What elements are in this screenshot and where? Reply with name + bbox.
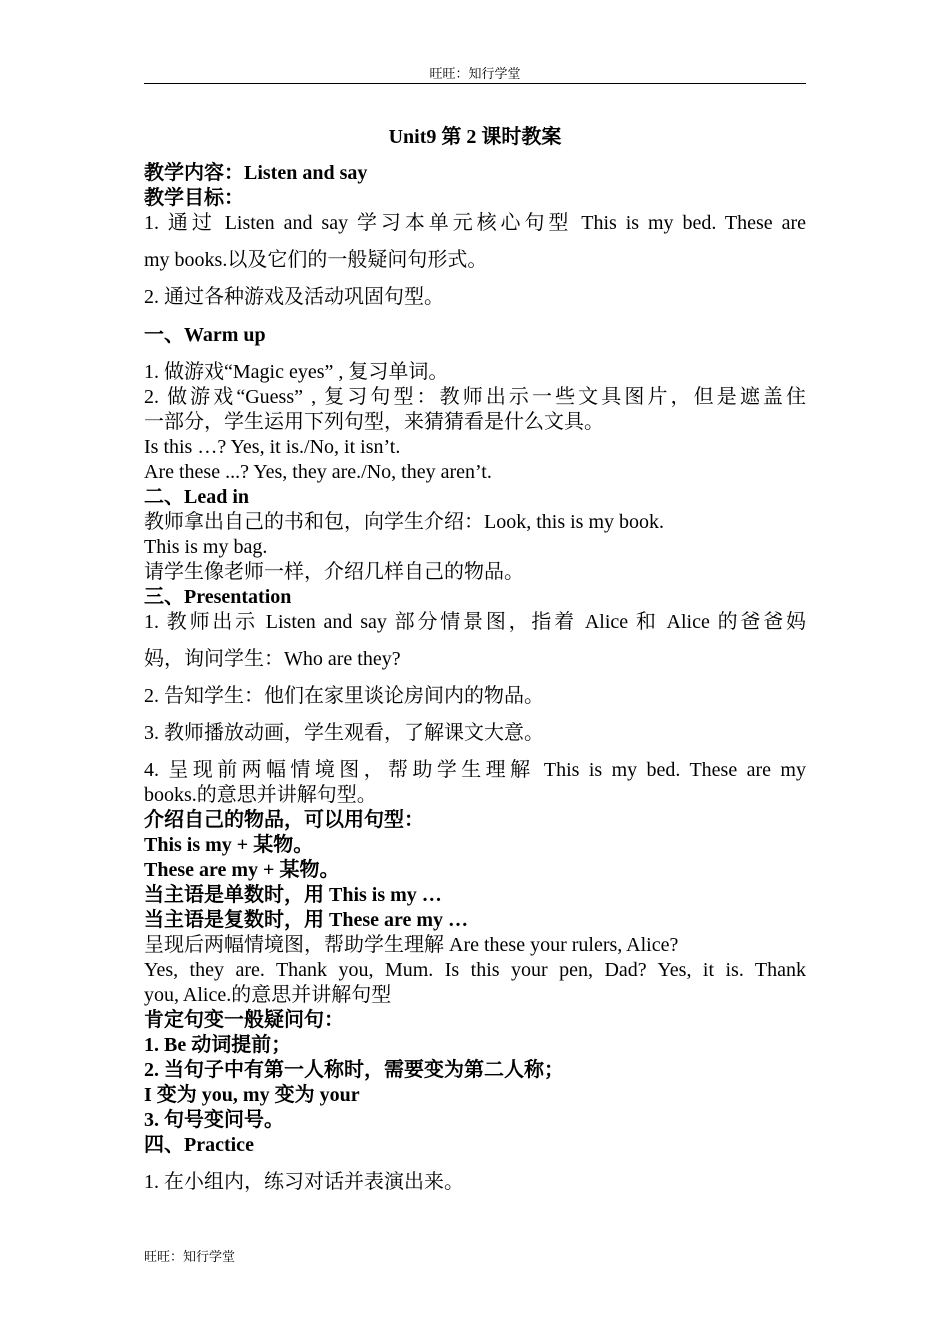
question-rule-2-detail: I 变为 you, my 变为 your xyxy=(144,1084,360,1106)
warm-up-sentence-1: Is this …? Yes, it is./No, it isn’t. xyxy=(144,436,401,458)
question-rule-heading: 肯定句变一般疑问句： xyxy=(144,1009,344,1031)
lead-in-line-1: 教师拿出自己的书和包，向学生介绍：Look, this is my book. xyxy=(144,511,665,533)
question-rule-2: 2. 当句子中有第一人称时，需要变为第二人称； xyxy=(144,1059,564,1081)
later-scenes-line-3: you, Alice.的意思并讲解句型 xyxy=(144,984,392,1006)
warm-up-item-1: 1. 做游戏“Magic eyes” , 复习单词。 xyxy=(144,361,449,383)
presentation-item-2: 2. 告知学生：他们在家里谈论房间内的物品。 xyxy=(144,685,544,707)
pattern-plural: These are my + 某物。 xyxy=(144,859,340,881)
presentation-item-3: 3. 教师播放动画，学生观看，了解课文大意。 xyxy=(144,722,544,744)
question-rule-3: 3. 句号变问号。 xyxy=(144,1109,284,1131)
section-practice: 四、Practice xyxy=(144,1134,254,1156)
presentation-item-1-line-1: 1. 教师出示 Listen and say 部分情景图，指着 Alice 和 Alice 的爸爸妈 xyxy=(144,611,806,633)
section-presentation: 三、Presentation xyxy=(144,586,292,608)
later-scenes-line-1: 呈现后两幅情境图，帮助学生理解 Are these your rulers, Alice? xyxy=(144,934,679,956)
goal-1-line-2: my books.以及它们的一般疑问句形式。 xyxy=(144,249,488,271)
presentation-item-4-line-2: books.的意思并讲解句型。 xyxy=(144,784,377,806)
warm-up-item-2-line-2: 一部分，学生运用下列句型，来猜猜看是什么文具。 xyxy=(144,411,604,433)
section-lead-in: 二、Lead in xyxy=(144,486,250,508)
goal-2: 2. 通过各种游戏及活动巩固句型。 xyxy=(144,286,444,308)
teaching-content: 教学内容：Listen and say xyxy=(144,162,368,184)
lead-in-line-3: 请学生像老师一样，介绍几样自己的物品。 xyxy=(144,561,524,583)
warm-up-item-2-line-1: 2. 做游戏“Guess” , 复习句型：教师出示一些文具图片，但是遮盖住 xyxy=(144,386,806,408)
pattern-intro: 介绍自己的物品，可以用句型： xyxy=(144,809,424,831)
rule-singular: 当主语是单数时，用 This is my … xyxy=(144,884,442,906)
presentation-item-1-line-2: 妈，询问学生：Who are they? xyxy=(144,648,401,670)
goal-1-line-1: 1. 通过 Listen and say 学习本单元核心句型 This is my bed. These are xyxy=(144,212,806,234)
document-title: Unit9 第 2 课时教案 xyxy=(388,126,562,148)
section-warm-up: 一、Warm up xyxy=(144,324,266,346)
page-footer: 旺旺：知行学堂 xyxy=(144,1249,236,1264)
warm-up-sentence-2: Are these ...? Yes, they are./No, they aren’t. xyxy=(144,461,492,483)
rule-plural: 当主语是复数时，用 These are my … xyxy=(144,909,469,931)
teaching-goals-heading: 教学目标： xyxy=(144,187,244,209)
later-scenes-line-2: Yes, they are. Thank you, Mum. Is this your pen, Dad? Yes, it is. Thank xyxy=(144,959,806,981)
practice-item-1: 1. 在小组内，练习对话并表演出来。 xyxy=(144,1171,464,1193)
lead-in-line-2: This is my bag. xyxy=(144,536,268,558)
header-rule xyxy=(144,83,806,84)
pattern-singular: This is my + 某物。 xyxy=(144,834,314,856)
page-header: 旺旺：知行学堂 xyxy=(429,66,521,81)
question-rule-1: 1. Be 动词提前； xyxy=(144,1034,292,1056)
presentation-item-4-line-1: 4. 呈现前两幅情境图，帮助学生理解 This is my bed. These are my xyxy=(144,759,806,781)
